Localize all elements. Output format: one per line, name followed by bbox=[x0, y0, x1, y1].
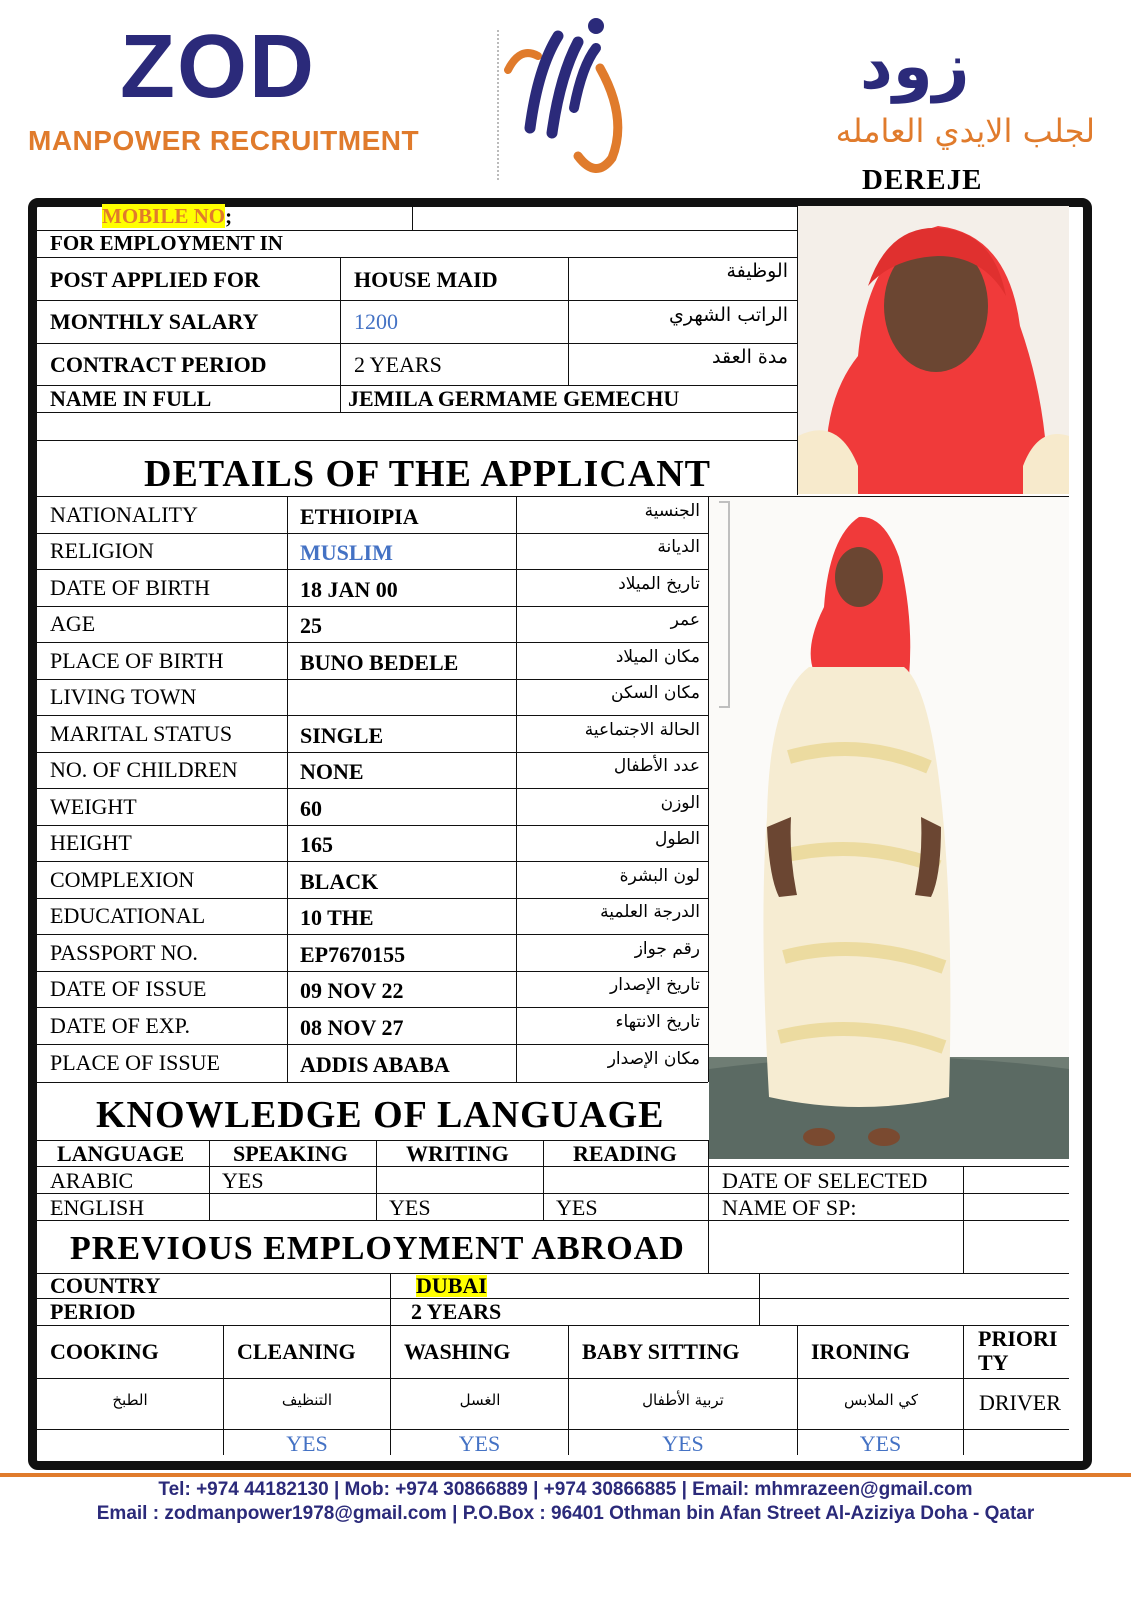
divider bbox=[37, 1429, 1069, 1430]
divider bbox=[37, 1044, 708, 1045]
previous-period-label: PERIOD bbox=[50, 1299, 136, 1324]
previous-period-value: 2 YEARS bbox=[411, 1299, 502, 1324]
detail-arabic-children: عدد الأطفال bbox=[613, 756, 700, 776]
applicant-portrait-photo bbox=[798, 206, 1069, 494]
detail-label-educational: EDUCATIONAL bbox=[50, 903, 206, 928]
divider bbox=[37, 606, 708, 607]
skill-label-washing: WASHING bbox=[404, 1339, 511, 1364]
detail-arabic-nationality: الجنسية bbox=[644, 501, 700, 521]
divider bbox=[37, 533, 708, 534]
divider bbox=[37, 971, 708, 972]
detail-arabic-religion: الديانة bbox=[657, 537, 700, 557]
detail-label-age: AGE bbox=[50, 611, 96, 636]
divider bbox=[340, 257, 341, 412]
detail-value-nationality: ETHIOIPIA bbox=[300, 504, 419, 529]
details-title: DETAILS OF THE APPLICANT bbox=[144, 453, 712, 495]
salary-arabic: الراتب الشهري bbox=[669, 304, 788, 326]
detail-label-dob: DATE OF BIRTH bbox=[50, 575, 211, 600]
skill-value-washing: YES bbox=[458, 1431, 501, 1456]
detail-label-religion: RELIGION bbox=[50, 538, 154, 563]
detail-arabic-marital-status: الحالة الاجتماعية bbox=[584, 720, 700, 740]
divider bbox=[37, 825, 708, 826]
name-value: JEMILA GERMAME GEMECHU bbox=[348, 386, 680, 411]
employment-in-label: FOR EMPLOYMENT IN bbox=[50, 231, 283, 255]
divider bbox=[516, 496, 517, 1082]
detail-arabic-date-of-issue: تاريخ الإصدار bbox=[610, 975, 700, 995]
divider bbox=[37, 898, 708, 899]
detail-value-date-of-issue: 09 NOV 22 bbox=[300, 978, 404, 1003]
date-of-selected-label: DATE OF SELECTED bbox=[722, 1168, 928, 1193]
footer-divider bbox=[0, 1473, 1131, 1477]
detail-label-height: HEIGHT bbox=[50, 830, 132, 855]
detail-arabic-age: عمر bbox=[670, 610, 700, 630]
detail-value-passport: EP7670155 bbox=[300, 942, 406, 967]
language-english-writing: YES bbox=[389, 1195, 431, 1220]
detail-value-children: NONE bbox=[300, 759, 364, 784]
footer-contact-line1: Tel: +974 44182130 | Mob: +974 30866889 | +974 30866885 | Email: mhmrazeen@gmail.com bbox=[158, 1479, 973, 1500]
divider bbox=[37, 715, 708, 716]
salary-label: MONTHLY SALARY bbox=[50, 309, 259, 334]
mobile-no-suffix: ; bbox=[225, 204, 233, 228]
previous-employment-title: PREVIOUS EMPLOYMENT ABROAD bbox=[70, 1230, 685, 1267]
contract-label: CONTRACT PERIOD bbox=[50, 352, 267, 377]
language-header-reading: READING bbox=[573, 1141, 677, 1166]
post-arabic: الوظيفة bbox=[726, 260, 788, 282]
detail-label-place-of-issue: PLACE OF ISSUE bbox=[50, 1050, 220, 1075]
language-header-language: LANGUAGE bbox=[57, 1141, 185, 1166]
divider bbox=[37, 1193, 1069, 1194]
name-label: NAME IN FULL bbox=[50, 386, 212, 411]
divider bbox=[37, 788, 708, 789]
priority-label-line1: PRIORI bbox=[978, 1326, 1058, 1351]
skill-label-cooking: COOKING bbox=[50, 1339, 159, 1364]
language-header-writing: WRITING bbox=[406, 1141, 509, 1166]
post-value: HOUSE MAID bbox=[354, 267, 498, 292]
detail-value-place-of-issue: ADDIS ABABA bbox=[300, 1052, 450, 1077]
divider bbox=[37, 440, 797, 441]
language-header-speaking: SPEAKING bbox=[233, 1141, 348, 1166]
skill-label-baby-sitting: BABY SITTING bbox=[582, 1339, 740, 1364]
divider bbox=[37, 343, 797, 344]
divider bbox=[708, 1140, 709, 1273]
divider bbox=[37, 934, 708, 935]
divider bbox=[390, 1273, 391, 1325]
divider bbox=[37, 1166, 1069, 1167]
divider bbox=[37, 300, 797, 301]
priority-value: DRIVER bbox=[979, 1390, 1061, 1415]
divider bbox=[963, 1166, 964, 1273]
detail-value-religion: MUSLIM bbox=[300, 540, 393, 565]
agent-name: DEREJE bbox=[862, 164, 983, 196]
divider bbox=[963, 1325, 964, 1455]
divider bbox=[37, 1220, 1069, 1221]
detail-value-complexion: BLACK bbox=[300, 869, 379, 894]
header-divider bbox=[497, 30, 499, 180]
skill-arabic-cooking: الطبخ bbox=[112, 1391, 148, 1409]
detail-value-height: 165 bbox=[300, 832, 333, 857]
language-row-english: ENGLISH bbox=[50, 1195, 145, 1220]
detail-arabic-educational: الدرجة العلمية bbox=[600, 902, 700, 922]
brand-logo-arabic: زود bbox=[860, 30, 970, 104]
detail-label-living-town: LIVING TOWN bbox=[50, 684, 197, 709]
brand-logo-text: ZOD bbox=[120, 17, 316, 117]
divider bbox=[37, 752, 708, 753]
brand-logo-icon bbox=[500, 8, 635, 178]
skill-label-ironing: IRONING bbox=[811, 1339, 911, 1364]
divider bbox=[376, 1140, 377, 1220]
mobile-no-field bbox=[102, 206, 232, 227]
detail-label-children: NO. OF CHILDREN bbox=[50, 757, 238, 782]
skill-value-baby-sitting: YES bbox=[662, 1431, 704, 1456]
divider bbox=[37, 1298, 1069, 1299]
skill-value-ironing: YES bbox=[859, 1431, 902, 1456]
applicant-full-body-photo bbox=[709, 497, 1069, 1159]
detail-arabic-place-of-issue: مكان الإصدار bbox=[607, 1049, 700, 1069]
detail-arabic-complexion: لون البشرة bbox=[619, 866, 700, 886]
divider bbox=[568, 257, 569, 385]
skill-value-cleaning: YES bbox=[286, 1431, 328, 1456]
post-label: POST APPLIED FOR bbox=[50, 267, 260, 292]
detail-label-complexion: COMPLEXION bbox=[50, 867, 195, 892]
detail-label-weight: WEIGHT bbox=[50, 794, 137, 819]
priority-label-line2: TY bbox=[978, 1350, 1009, 1375]
detail-label-date-of-exp: DATE OF EXP. bbox=[50, 1013, 190, 1038]
skill-arabic-washing: الغسل bbox=[459, 1391, 501, 1409]
divider bbox=[37, 257, 797, 258]
previous-country-value: DUBAI bbox=[416, 1273, 487, 1298]
divider bbox=[412, 205, 413, 230]
detail-value-weight: 60 bbox=[300, 796, 322, 821]
contract-arabic: مدة العقد bbox=[712, 346, 788, 368]
divider bbox=[37, 569, 708, 570]
skill-label-cleaning: CLEANING bbox=[237, 1339, 356, 1364]
detail-arabic-height: الطول bbox=[655, 829, 700, 849]
detail-arabic-weight: الوزن bbox=[660, 793, 700, 813]
divider bbox=[37, 1378, 1069, 1379]
skill-arabic-cleaning: التنظيف bbox=[281, 1391, 333, 1409]
divider bbox=[37, 1273, 1069, 1274]
language-title: KNOWLEDGE OF LANGUAGE bbox=[96, 1094, 665, 1136]
divider bbox=[37, 642, 708, 643]
divider bbox=[287, 496, 288, 1082]
detail-value-place-of-birth: BUNO BEDELE bbox=[300, 650, 459, 675]
detail-arabic-place-of-birth: مكان الميلاد bbox=[615, 647, 700, 667]
mobile-no-label: MOBILE NO bbox=[102, 204, 226, 228]
detail-value-dob: 18 JAN 00 bbox=[300, 577, 398, 602]
divider bbox=[37, 861, 708, 862]
detail-arabic-date-of-exp: تاريخ الانتهاء bbox=[615, 1012, 700, 1032]
skill-arabic-ironing: كي الملابس bbox=[843, 1391, 919, 1409]
detail-value-date-of-exp: 08 NOV 27 bbox=[300, 1015, 404, 1040]
detail-label-marital-status: MARITAL STATUS bbox=[50, 721, 233, 746]
name-of-sp-label: NAME OF SP: bbox=[722, 1195, 857, 1220]
detail-label-nationality: NATIONALITY bbox=[50, 502, 198, 527]
detail-value-educational: 10 THE bbox=[300, 905, 374, 930]
divider bbox=[37, 1007, 708, 1008]
divider bbox=[759, 1273, 760, 1325]
detail-arabic-passport: رقم جواز bbox=[634, 939, 700, 959]
divider bbox=[543, 1140, 544, 1220]
detail-arabic-dob: تاريخ الميلاد bbox=[618, 574, 700, 594]
detail-label-passport: PASSPORT NO. bbox=[50, 940, 198, 965]
divider bbox=[37, 679, 708, 680]
salary-value: 1200 bbox=[354, 309, 398, 334]
language-arabic-speaking: YES bbox=[222, 1168, 264, 1193]
contract-value: 2 YEARS bbox=[354, 352, 442, 377]
detail-label-date-of-issue: DATE OF ISSUE bbox=[50, 976, 207, 1001]
footer-contact-line2: Email : zodmanpower1978@gmail.com | P.O.Box : 96401 Othman bin Afan Street Al-Aziziya Doha - Qatar bbox=[96, 1503, 1035, 1524]
detail-label-place-of-birth: PLACE OF BIRTH bbox=[50, 648, 224, 673]
divider bbox=[37, 1082, 708, 1083]
divider bbox=[37, 412, 797, 413]
language-row-arabic: ARABIC bbox=[50, 1168, 134, 1193]
skill-arabic-baby-sitting: تربية الأطفال bbox=[642, 1391, 724, 1409]
divider bbox=[37, 1325, 1069, 1326]
previous-country-label: COUNTRY bbox=[50, 1273, 161, 1298]
brand-subtitle-arabic: لجلب الايدي العامله bbox=[835, 112, 1095, 150]
language-english-reading: YES bbox=[556, 1195, 598, 1220]
detail-value-age: 25 bbox=[300, 613, 322, 638]
detail-value-marital-status: SINGLE bbox=[300, 723, 384, 748]
brand-subtitle: MANPOWER RECRUITMENT bbox=[28, 125, 420, 156]
divider bbox=[209, 1140, 210, 1220]
detail-arabic-living-town: مكان السكن bbox=[611, 683, 700, 703]
